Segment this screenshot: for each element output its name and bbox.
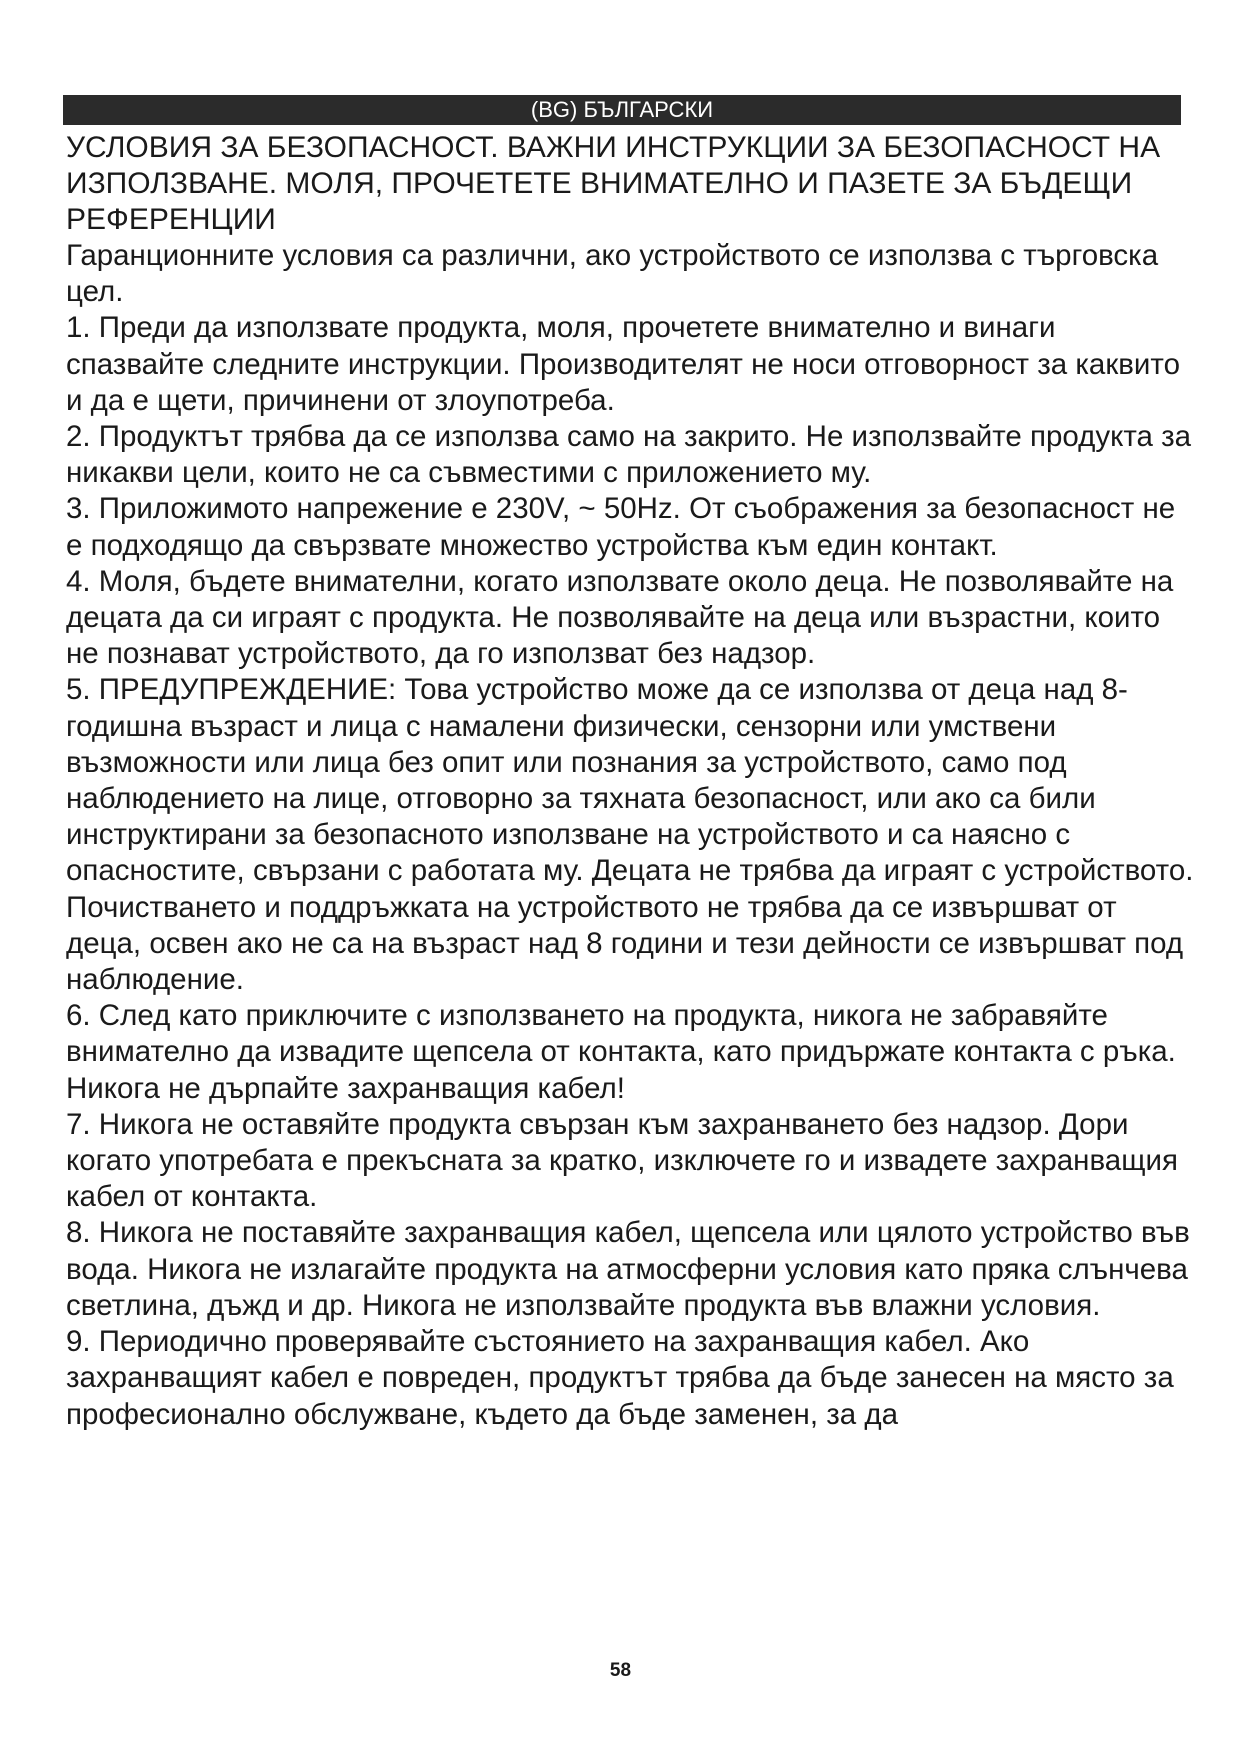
safety-title: УСЛОВИЯ ЗА БЕЗОПАСНОСТ. ВАЖНИ ИНСТРУКЦИИ ЗА БЕЗОПАСНОСТ НА ИЗПОЛЗВАНЕ. МОЛЯ, ПРОЧЕТЕТЕ ВНИМАТЕЛНО И ПАЗЕТЕ ЗА БЪДЕЩИ РЕФЕРЕНЦИИ [66,131,1161,236]
language-header-bar: (BG) БЪЛГАРСКИ [63,95,1181,125]
instruction-item-1: 1. Преди да използвате продукта, моля, прочетете внимателно и винаги спазвайте следните инструкции. Производителят не носи отговорност за каквито и да е щети, причинени от злоупотреба. [66,311,1180,417]
instruction-item-5: 5. ПРЕДУПРЕЖДЕНИЕ: Това устройство може да се използва от деца над 8-годишна възраст и лица с намалени физически, сензорни или умствени възможности или лица без опит или познания за устройството, само под наблюдението на лице, отговорно за тяхната безопасност, или ако са били инструктирани за безопасното използване на устройството и са наясно с опасностите, свързани с работата му. Децата не трябва да играят с устройството. Почистването и поддръжката на устройството не трябва да се извършват от деца, освен ако не са на възраст над 8 години и тези дейности се извършват под наблюдение. [66,673,1194,997]
page-number: 58 [609,1660,632,1681]
instruction-item-6: 6. След като приключите с използването на продукта, никога не забравяйте внимателно да извадите щепсела от контакта, като придържате контакта с ръка. Никога не дърпайте захранващия кабел! [66,999,1176,1105]
warranty-intro: Гаранционните условия са различни, ако устройството се използва с търговска цел. [66,239,1159,309]
instruction-item-4: 4. Моля, бъдете внимателни, когато използвате около деца. Не позволявайте на децата да си играят с продукта. Не позволявайте на деца или възрастни, които не познават устройството, да го използват без надзор. [66,564,1174,671]
instruction-item-7: 7. Никога не оставяйте продукта свързан към захранването без надзор. Дори когато употребата е прекъсната за кратко, изключете го и извадете захранващия кабел от контакта. [66,1107,1178,1214]
page-content [66,130,1196,1433]
instruction-item-8: 8. Никога не поставяйте захранващия кабел, щепсела или цялото устройство във вода. Никога не излагайте продукта на атмосферни условия като пряка слънчева светлина, дъжд и др. Никога не използвайте продукта във влажни условия. [66,1216,1190,1322]
instruction-item-2: 2. Продуктът трябва да се използва само на закрито. Не използвайте продукта за никакви цели, които не са съвместими с приложението му. [66,420,1192,490]
instruction-item-3: 3. Приложимото напрежение е 230V, ~ 50Hz. От съображения за безопасност не е подходящо да свързвате множество устройства към един контакт. [66,492,1176,562]
instruction-item-9: 9. Периодично проверявайте състоянието на захранващия кабел. Ако захранващият кабел е повреден, продуктът трябва да бъде занесен на място за професионално обслужване, където да бъде заменен, за да [66,1325,1174,1431]
